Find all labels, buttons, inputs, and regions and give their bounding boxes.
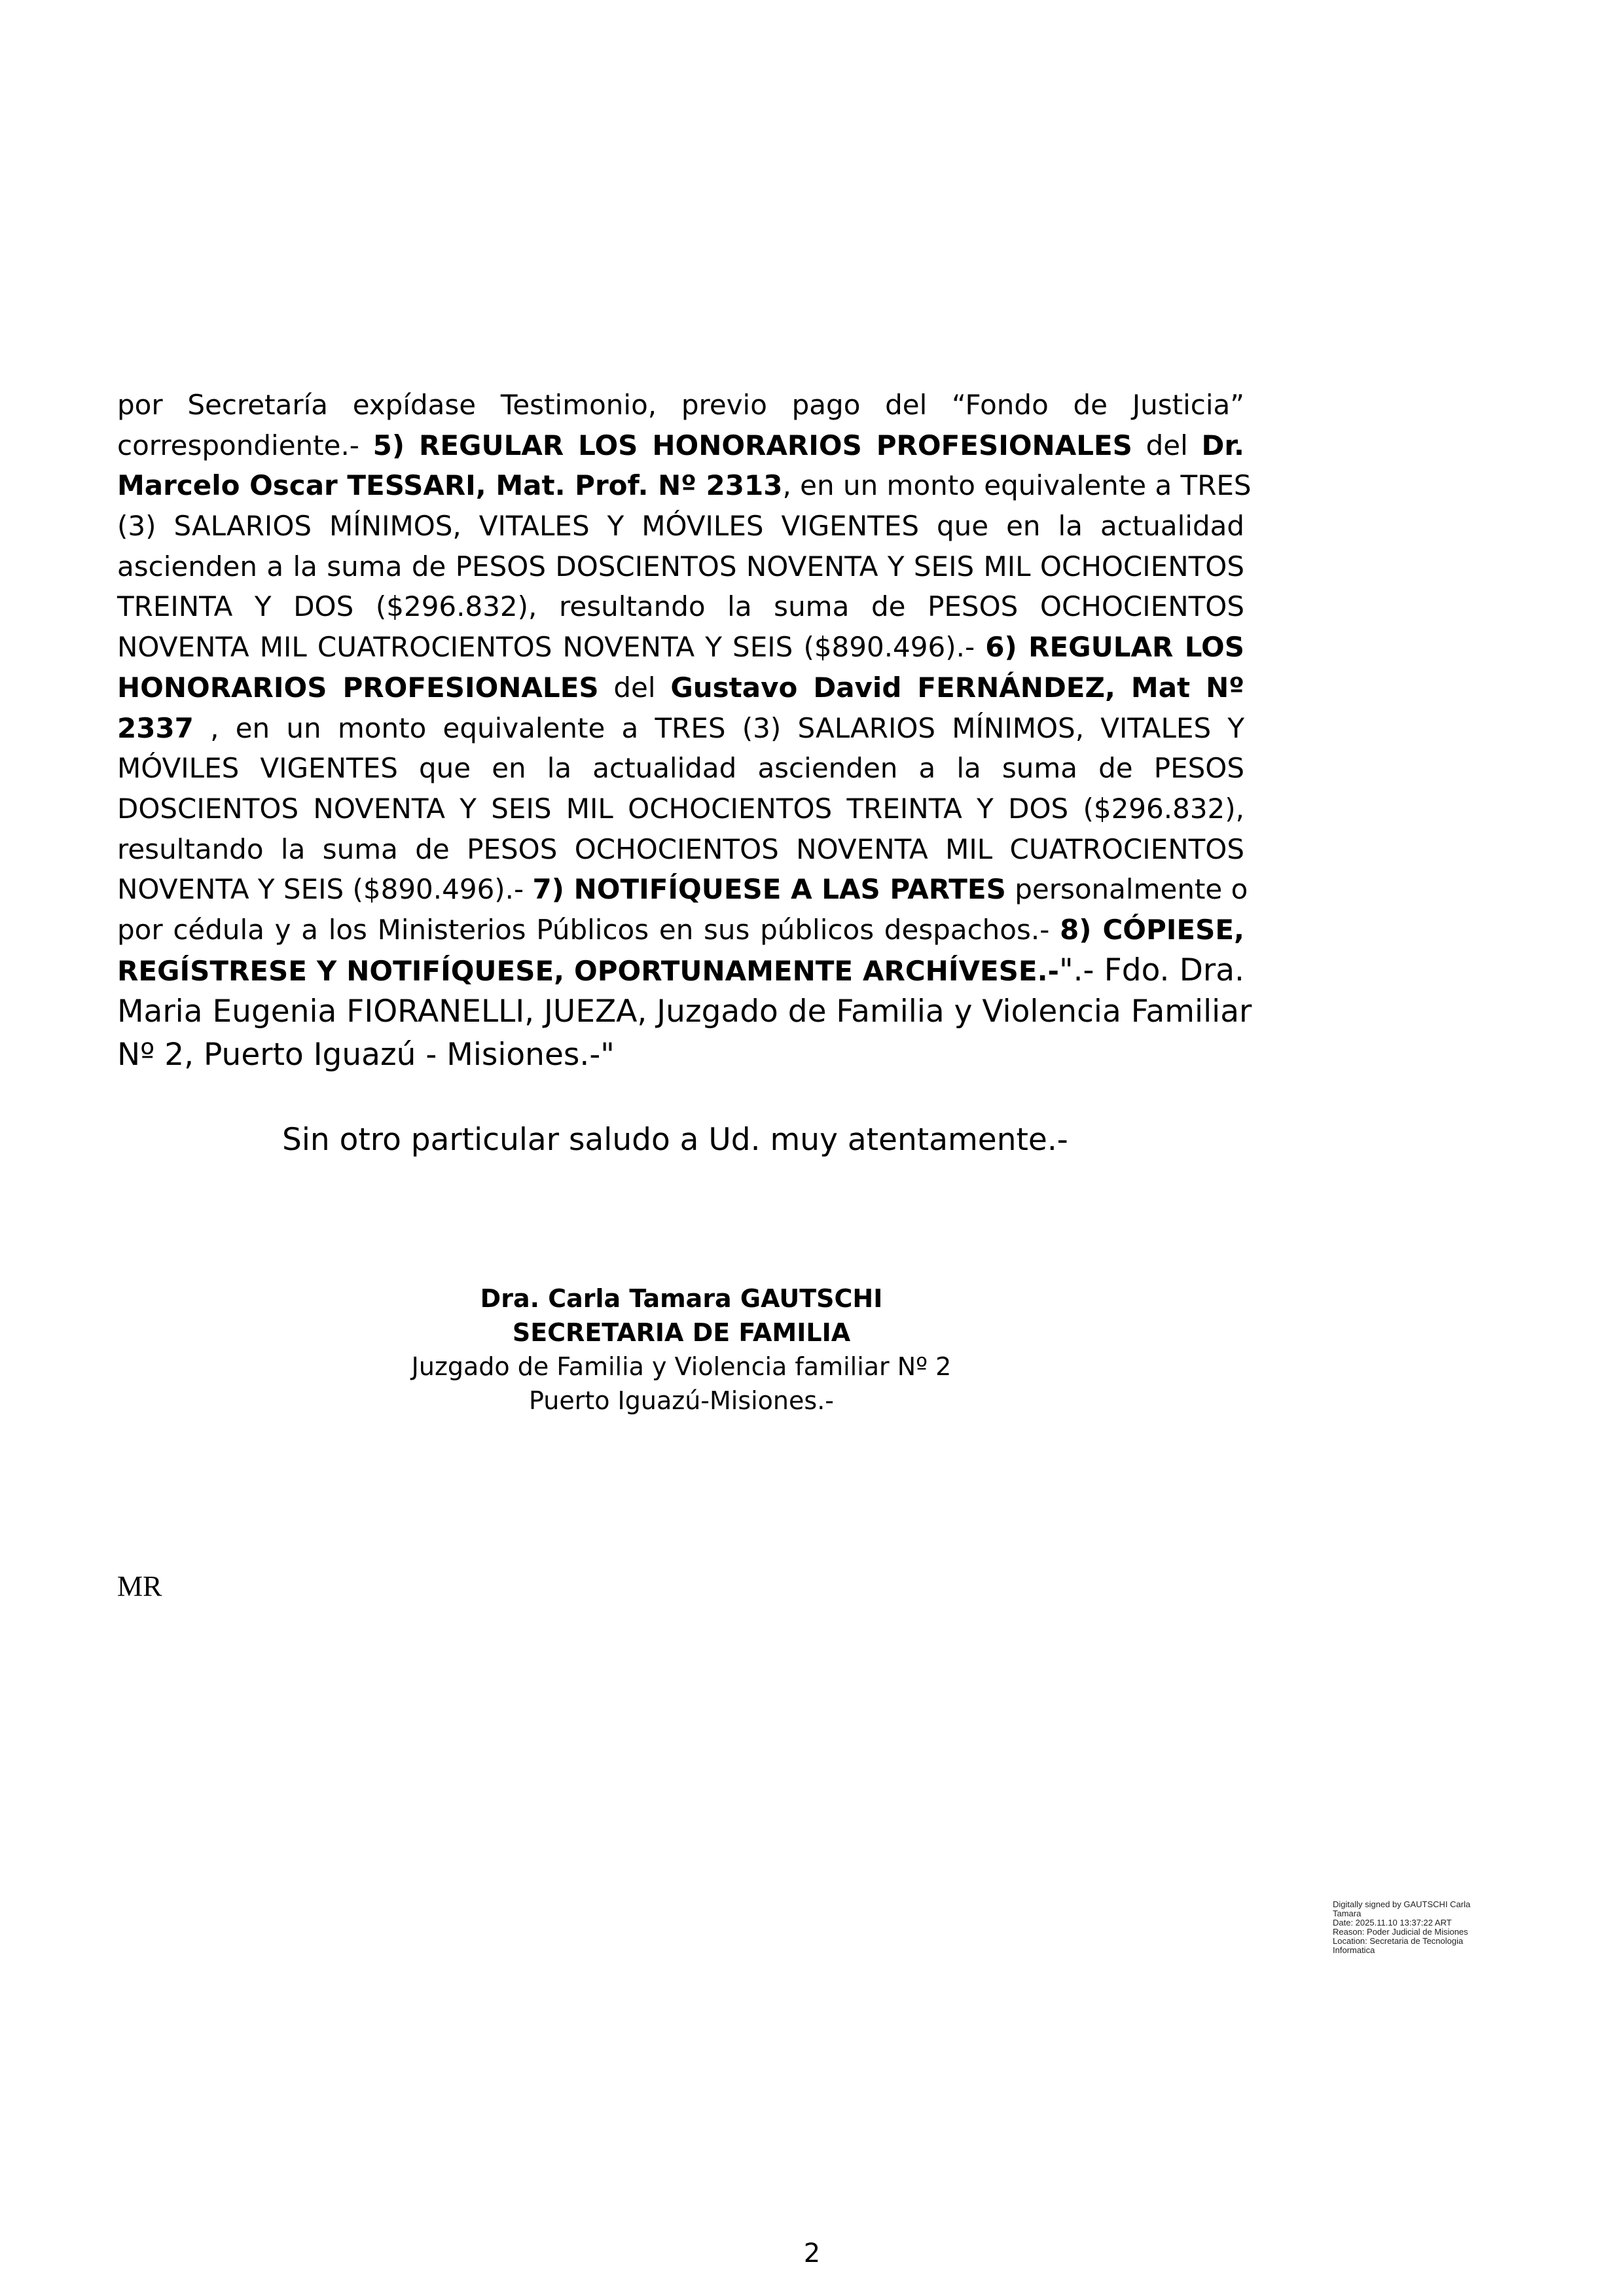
text-segment: MÓVILES VIGENTES que en la actualidad ascienden a la suma de PESOS — [117, 752, 1244, 785]
text-segment: Nº 2, Puerto Iguazú - Misiones.-" — [117, 1037, 615, 1073]
text-segment: (3) SALARIOS MÍNIMOS, VITALES Y MÓVILES VIGENTES que en la actualidad — [117, 510, 1244, 543]
body-line-1 — [117, 385, 1244, 425]
text-segment: NOVENTA Y SEIS ($890.496).- — [117, 873, 533, 906]
stamp-line: Location: Secretaria de Tecnologia — [1333, 1936, 1464, 1946]
body-line-13 — [117, 869, 1248, 910]
body-line-11 — [117, 789, 1244, 829]
text-segment: del — [598, 671, 671, 704]
body-line-17 — [117, 1033, 1244, 1077]
text-segment: del — [1132, 429, 1202, 461]
text-segment: ascienden a la suma de PESOS DOSCIENTOS NOVENTA Y SEIS MIL OCHOCIENTOS — [117, 550, 1244, 583]
text-segment: TREINTA Y DOS ($296.832), resultando la suma de PESOS OCHOCIENTOS — [117, 590, 1244, 623]
body-line-15 — [117, 950, 1244, 991]
body-line-3 — [117, 465, 1252, 506]
bold-segment: HONORARIOS PROFESIONALES — [117, 671, 599, 704]
bold-segment: 7) NOTIFÍQUESE A LAS PARTES — [532, 873, 1006, 906]
signer-position: SECRETARIA DE FAMILIA — [512, 1318, 851, 1347]
bold-segment: Marcelo Oscar TESSARI, Mat. Prof. Nº 2313 — [117, 469, 783, 502]
text-segment: por cédula y a los Ministerios Públicos en sus públicos despachos.- — [117, 913, 1060, 946]
signer-court: Juzgado de Familia y Violencia familiar Nº 2 — [411, 1352, 952, 1381]
page-number: 2 — [803, 2238, 821, 2269]
text-segment: NOVENTA MIL CUATROCIENTOS NOVENTA Y SEIS ($890.496).- — [117, 631, 986, 664]
text-segment: DOSCIENTOS NOVENTA Y SEIS MIL OCHOCIENTOS TREINTA Y DOS ($296.832), — [117, 792, 1244, 825]
text-segment: ".- Fdo. Dra. — [1058, 952, 1244, 988]
body-line-5 — [117, 547, 1244, 587]
stamp-line: Tamara — [1333, 1909, 1362, 1918]
body-line-10 — [117, 748, 1244, 789]
body-line-4 — [117, 506, 1244, 547]
body-line-16 — [117, 990, 1252, 1033]
bold-segment: Gustavo David FERNÁNDEZ, Mat Nº — [670, 671, 1244, 704]
text-segment: Maria Eugenia FIORANELLI, JUEZA, Juzgado de Familia y Violencia Familiar — [117, 994, 1252, 1030]
body-line-14 — [117, 910, 1244, 950]
digital-signature-stamp — [1333, 1900, 1529, 1955]
body-line-9 — [117, 708, 1244, 749]
body-line-8 — [117, 668, 1244, 708]
text-segment: resultando la suma de PESOS OCHOCIENTOS NOVENTA MIL CUATROCIENTOS — [117, 833, 1244, 865]
closing-salutation: Sin otro particular saludo a Ud. muy atentamente.- — [282, 1122, 1068, 1158]
typist-initials: MR — [117, 1570, 162, 1602]
bold-segment: 2337 — [117, 711, 194, 744]
bold-segment: REGÍSTRESE Y NOTIFÍQUESE, OPORTUNAMENTE ARCHÍVESE.- — [117, 954, 1059, 987]
signer-place: Puerto Iguazú-Misiones.- — [528, 1386, 834, 1415]
stamp-line: Informatica — [1333, 1945, 1375, 1955]
stamp-line: Digitally signed by GAUTSCHI Carla — [1333, 1899, 1471, 1909]
text-segment: por Secretaría expídase Testimonio, previo pago del “Fondo de Justicia” — [117, 389, 1244, 421]
text-segment: , en un monto equivalente a TRES (3) SALARIOS MÍNIMOS, VITALES Y — [193, 711, 1244, 744]
bold-segment: 8) CÓPIESE, — [1060, 913, 1245, 946]
signer-name: Dra. Carla Tamara GAUTSCHI — [480, 1284, 883, 1313]
bold-segment: 5) REGULAR LOS HONORARIOS PROFESIONALES — [372, 429, 1132, 461]
body-line-2 — [117, 425, 1244, 466]
resolution-body — [117, 385, 1252, 1077]
signature-block — [354, 1282, 1009, 1418]
stamp-line: Reason: Poder Judicial de Misiones — [1333, 1927, 1468, 1937]
body-line-7 — [117, 627, 1244, 668]
body-line-12 — [117, 829, 1244, 870]
stamp-line: Date: 2025.11.10 13:37:22 ART — [1333, 1918, 1452, 1928]
body-line-6 — [117, 586, 1244, 627]
bold-segment: 6) REGULAR LOS — [985, 631, 1244, 664]
text-segment: , en un monto equivalente a TRES — [782, 469, 1252, 502]
bold-segment: Dr. — [1201, 429, 1244, 461]
text-segment: personalmente o — [1005, 873, 1248, 906]
text-segment: correspondiente.- — [117, 429, 373, 461]
